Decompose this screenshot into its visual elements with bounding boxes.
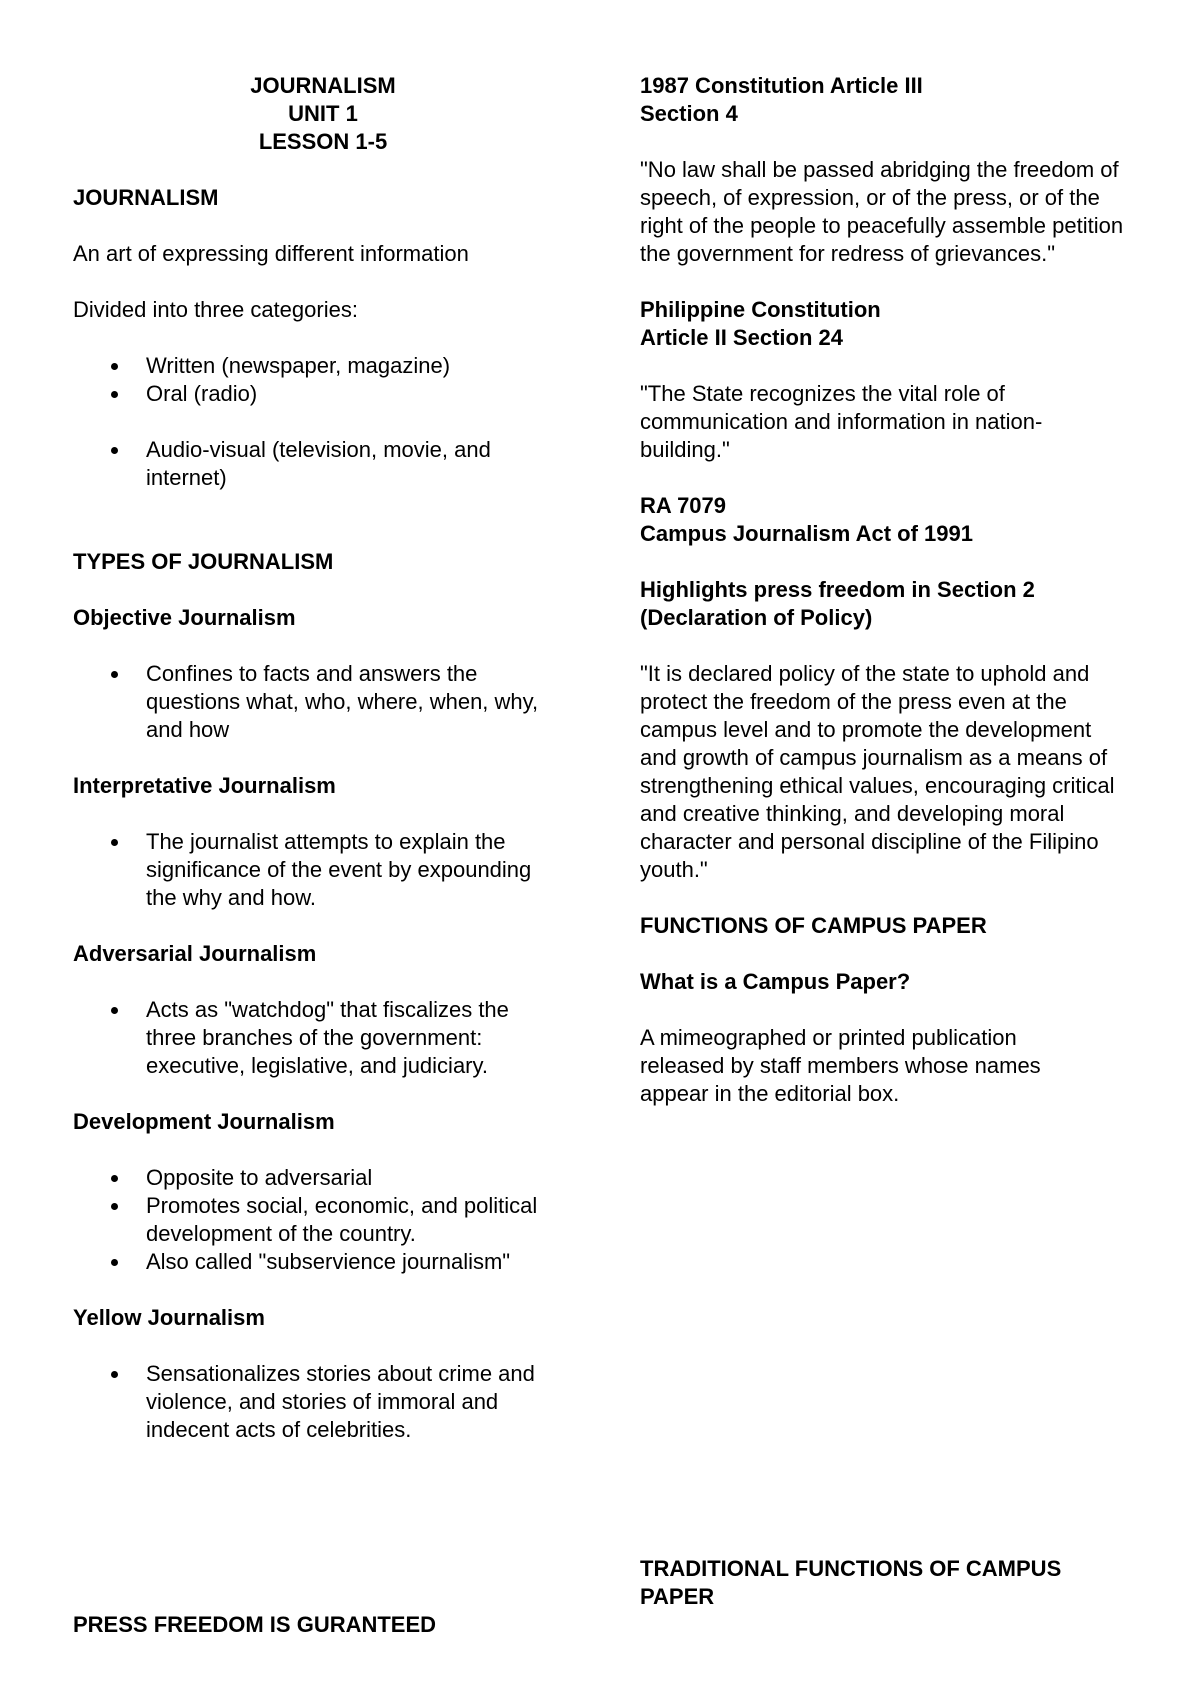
type-name: Yellow Journalism xyxy=(73,1305,265,1330)
traditional-functions-heading: TRADITIONAL FUNCTIONS OF CAMPUS PAPER xyxy=(640,1556,1062,1609)
list-item: Opposite to adversarial xyxy=(73,1164,546,1192)
philippine-constitution-section: Article II Section 24 xyxy=(640,325,843,350)
type-points xyxy=(73,1164,593,1276)
categories-intro: Divided into three categories: xyxy=(73,297,358,322)
type-points xyxy=(73,996,593,1080)
categories-list xyxy=(73,352,593,408)
campus-paper-question: What is a Campus Paper? xyxy=(640,969,911,994)
functions-heading: FUNCTIONS OF CAMPUS PAPER xyxy=(640,913,987,938)
list-item: Oral (radio) xyxy=(73,380,593,408)
list-item: Written (newspaper, magazine) xyxy=(73,352,593,380)
press-freedom-heading: PRESS FREEDOM IS GURANTEED xyxy=(73,1612,437,1637)
list-item: Also called "subservience journalism" xyxy=(73,1248,566,1276)
types-heading: TYPES OF JOURNALISM xyxy=(73,549,334,574)
ra-heading: RA 7079 xyxy=(640,493,727,518)
type-name: Objective Journalism xyxy=(73,605,296,630)
constitution-section: Section 4 xyxy=(640,101,738,126)
list-item: Acts as "watchdog" that fiscalizes the three branches of the government: executive, legislative, and judiciary. xyxy=(73,996,556,1080)
title-line: LESSON 1-5 xyxy=(258,129,388,154)
philippine-constitution-quote: "The State recognizes the vital role of communication and information in nation-building." xyxy=(640,381,1043,462)
policy-quote: "It is declared policy of the state to uphold and protect the freedom of the press even at the campus level and to promote the development and growth of campus journalism as a means of strengthening ethical values, encouraging critical and creative thinking, and developing moral character and personal discipline of the Filipino youth." xyxy=(640,661,1115,882)
list-item: Confines to facts and answers the questions what, who, where, when, why, and how xyxy=(73,660,546,744)
journalism-heading: JOURNALISM xyxy=(73,185,219,210)
journalism-definition: An art of expressing different information xyxy=(73,241,469,266)
list-item: Sensationalizes stories about crime and violence, and stories of immoral and indecent acts of celebrities. xyxy=(73,1360,541,1444)
type-points xyxy=(73,660,593,744)
constitution-heading: 1987 Constitution Article III xyxy=(640,73,923,98)
list-item: The journalist attempts to explain the significance of the event by expounding the why and how. xyxy=(73,828,546,912)
highlights-subheading: (Declaration of Policy) xyxy=(640,605,873,630)
philippine-constitution-heading: Philippine Constitution xyxy=(640,297,881,322)
list-item: Promotes social, economic, and political development of the country. xyxy=(73,1192,546,1248)
type-name: Adversarial Journalism xyxy=(73,941,317,966)
categories-list-continued xyxy=(73,436,593,492)
title-line: JOURNALISM xyxy=(250,73,396,98)
type-name: Development Journalism xyxy=(73,1109,335,1134)
highlights-heading: Highlights press freedom in Section 2 xyxy=(640,577,1035,602)
list-item: Audio-visual (television, movie, and internet) xyxy=(73,436,546,492)
type-points xyxy=(73,1360,593,1444)
title-line: UNIT 1 xyxy=(288,101,358,126)
left-column xyxy=(73,72,593,1444)
campus-paper-answer: A mimeographed or printed publication released by staff members whose names appear in the editorial box. xyxy=(640,1025,1041,1106)
document-title xyxy=(73,72,573,156)
type-name: Interpretative Journalism xyxy=(73,773,336,798)
constitution-quote: "No law shall be passed abridging the freedom of speech, of expression, or of the press, or of the right of the people to peacefully assemble petition the government for redress of grievances." xyxy=(640,157,1124,266)
type-points xyxy=(73,828,593,912)
ra-title: Campus Journalism Act of 1991 xyxy=(640,521,973,546)
right-column xyxy=(640,72,1140,1108)
